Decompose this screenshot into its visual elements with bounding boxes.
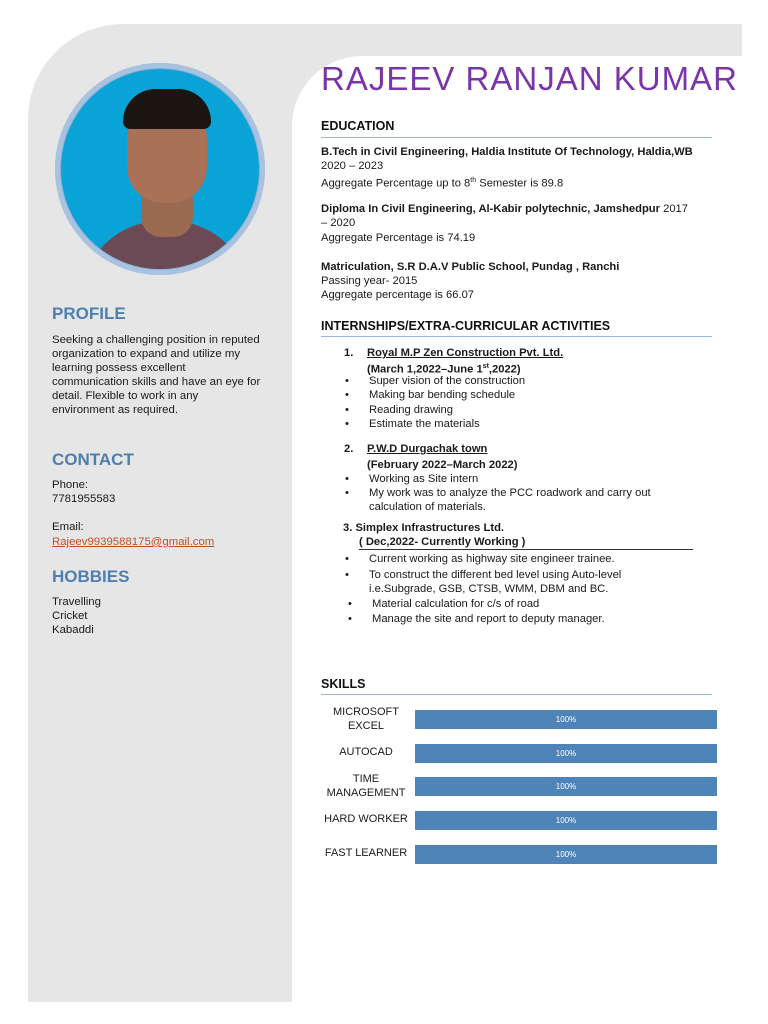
skill-bar-track (415, 811, 717, 830)
internships-divider (321, 336, 712, 337)
internship-1-dates: (March 1,2022–June 1st,2022) (367, 363, 521, 376)
internship-3-item: • Manage the site and report to deputy manager. (372, 612, 605, 626)
internship-1-item: • Reading drawing (369, 403, 453, 417)
internship-2-item: • Working as Site intern (369, 472, 478, 486)
skill-bar-track (415, 710, 717, 729)
skill-bar: 100% (415, 777, 717, 796)
phone-label: Phone: (52, 479, 89, 491)
skill-label: TIME MANAGEMENT (326, 773, 406, 799)
skill-bar-track (415, 777, 717, 796)
hobby-item: Kabaddi (52, 624, 94, 636)
internship-2-item-continued: calculation of materials. (369, 501, 486, 513)
skill-bar: 100% (415, 845, 717, 864)
skill-bar: 100% (415, 811, 717, 830)
skills-heading: SKILLS (321, 677, 366, 691)
skill-label: FAST LEARNER (324, 847, 408, 859)
internship-3-item-continued: i.e.Subgrade, GSB, CTSB, WMM, DBM and BC. (369, 583, 609, 595)
skill-label: AUTOCAD (339, 746, 393, 758)
phone-value: 7781955583 (52, 493, 116, 505)
email-value[interactable] (52, 535, 214, 549)
skill-bar: 100% (415, 744, 717, 763)
email-label: Email: (52, 521, 84, 533)
profile-photo (55, 63, 265, 275)
photo-hair (123, 89, 211, 129)
internship-2-dates: (February 2022–March 2022) (367, 459, 518, 471)
internship-1-item: • Making bar bending schedule (369, 388, 515, 402)
internship-1-number: 1. (344, 347, 354, 359)
internship-2-item: • My work was to analyze the PCC roadwork and carry out (369, 486, 651, 500)
top-strip (300, 24, 742, 56)
internship-3-item: • To construct the different bed level using Auto-level (369, 568, 621, 582)
internships-heading: INTERNSHIPS/EXTRA-CURRICULAR ACTIVITIES (321, 319, 611, 333)
internship-3-item: • Current working as highway site engineer trainee. (369, 552, 615, 566)
internship-1-item: • Super vision of the construction (369, 374, 525, 388)
diploma-aggregate: Aggregate Percentage is 74.19 (321, 232, 476, 244)
btech-years: 2020 – 2023 (321, 160, 384, 172)
photo-background (61, 69, 259, 269)
contact-heading: CONTACT (52, 450, 134, 469)
btech-aggregate: Aggregate Percentage up to 8th Semester is 89.8 (321, 177, 564, 190)
internship-1-title: Royal M.P Zen Construction Pvt. Ltd. (367, 347, 564, 359)
hobby-item: Cricket (52, 610, 88, 622)
matric-aggregate: Aggregate percentage is 66.07 (321, 289, 475, 301)
internship-1-item: • Estimate the materials (369, 417, 480, 431)
internship-3-title: 3. Simplex Infrastructures Ltd. (343, 522, 505, 534)
profile-text: Seeking a challenging position in reputed organization to expand and utilize my learning possess excellent communication skills and have an eye for detail. Flexible to work in any environment as required. (52, 334, 261, 416)
education-heading: EDUCATION (321, 119, 395, 133)
education-divider (321, 137, 712, 138)
email-link[interactable]: Rajeev9939588175@gmail.com (52, 536, 215, 548)
skills-divider (321, 694, 712, 695)
internship-3-item: • Material calculation for c/s of road (372, 597, 539, 611)
skill-bar-track (415, 744, 717, 763)
skill-label: MICROSOFT EXCEL (333, 706, 399, 732)
hobbies-heading: HOBBIES (52, 567, 130, 586)
skill-bar-track (415, 845, 717, 864)
internship-2-title: P.W.D Durgachak town (367, 443, 488, 455)
hobby-item: Travelling (52, 596, 101, 608)
internship-2-number: 2. (344, 443, 354, 455)
diploma-years-end: – 2020 (321, 217, 356, 229)
btech-title: B.Tech in Civil Engineering, Haldia Institute Of Technology, Haldia,WB (321, 146, 693, 158)
profile-heading: PROFILE (52, 304, 126, 323)
internship-3-dates: ( Dec,2022- Currently Working ) (359, 535, 693, 550)
diploma-title: Diploma In Civil Engineering, Al-Kabir polytechnic, Jamshedpur 2017 (321, 203, 688, 215)
skill-bar: 100% (415, 710, 717, 729)
photo-neck (141, 197, 193, 237)
matric-title: Matriculation, S.R D.A.V Public School, Pundag , Ranchi (321, 261, 620, 273)
candidate-name: RAJEEV RANJAN KUMAR (321, 60, 738, 97)
matric-year: Passing year- 2015 (321, 275, 418, 287)
skill-label: HARD WORKER (324, 813, 408, 825)
